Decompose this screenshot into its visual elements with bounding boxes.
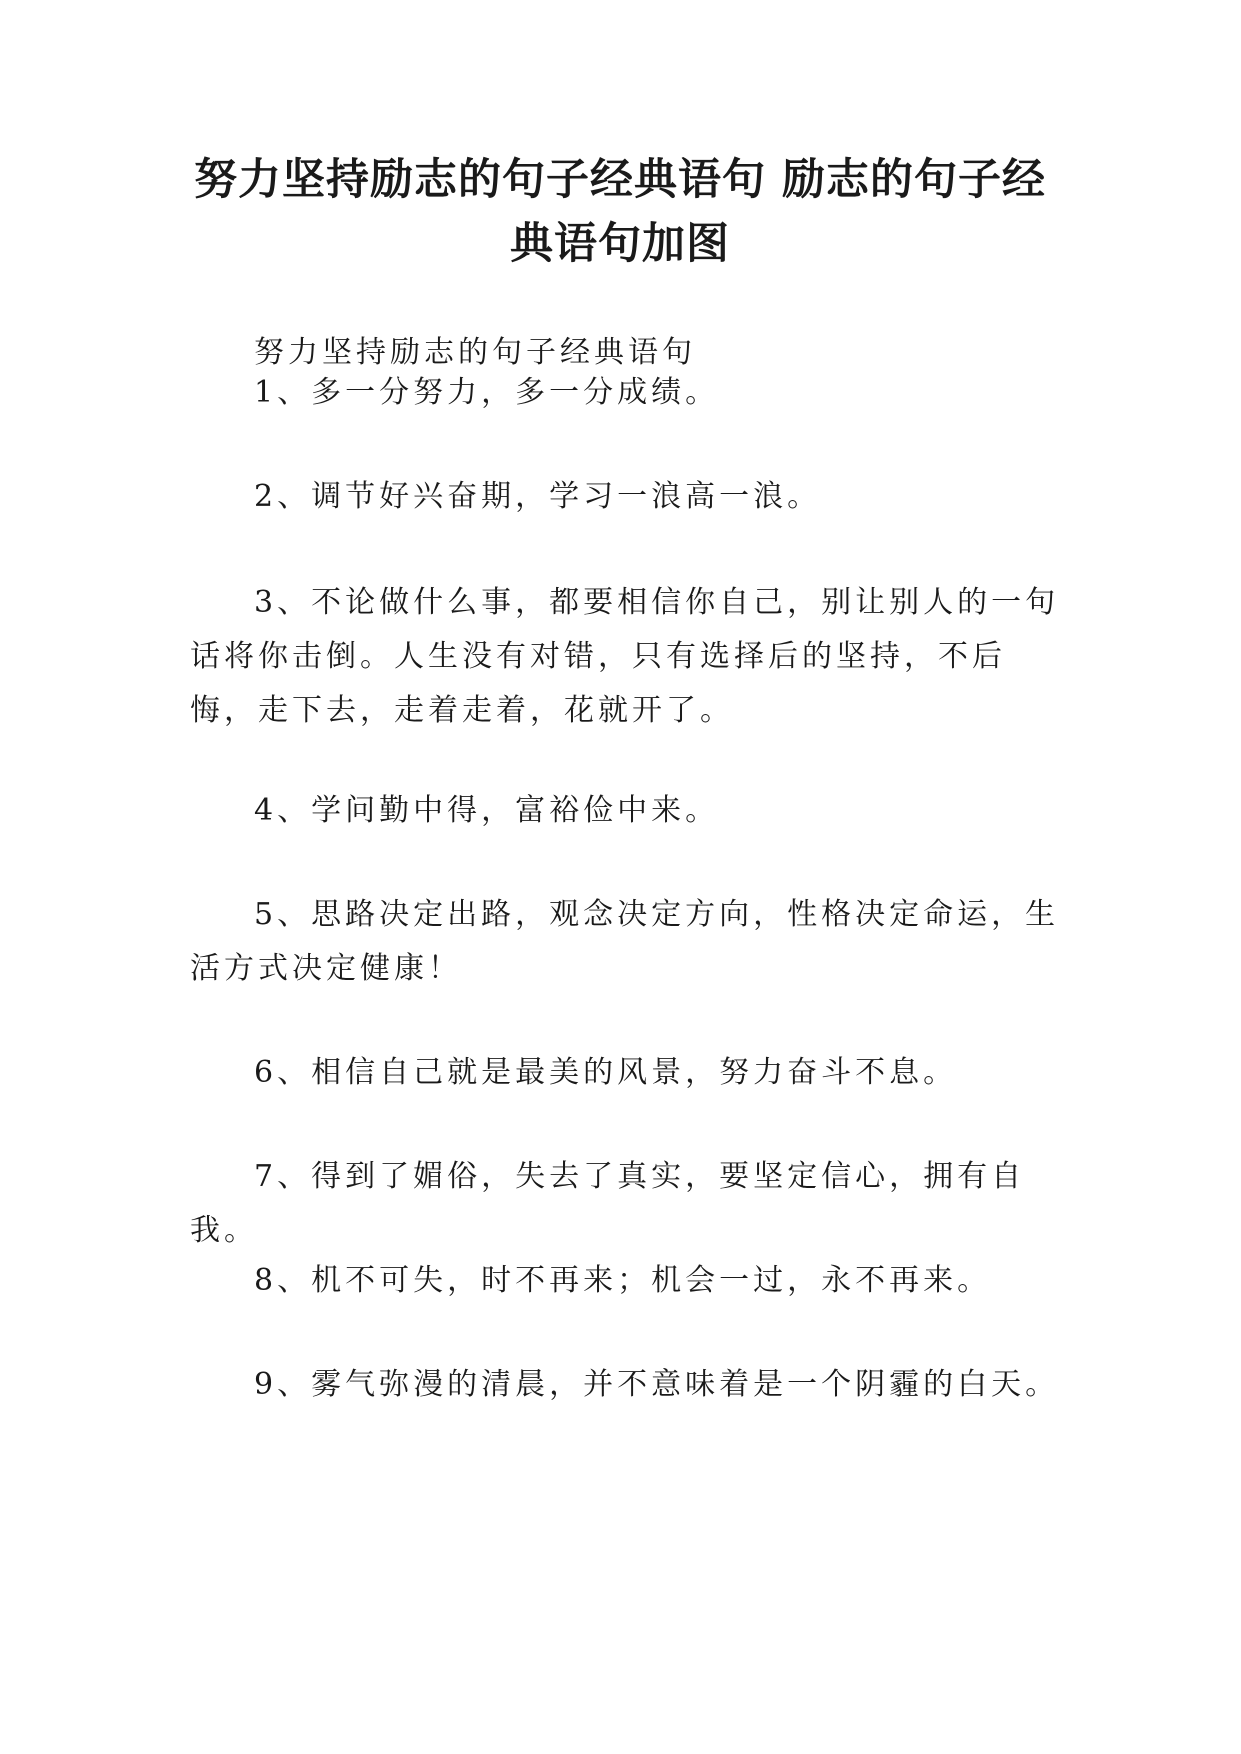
list-item: 6、相信自己就是最美的风景，努力奋斗不息。 [254,1055,958,1090]
list-item: 1、多一分努力，多一分成绩。 [254,375,720,410]
section-heading: 努力坚持励志的句子经典语句 [254,335,696,370]
document-title: 努力坚持励志的句子经典语句 励志的句子经典语句加图 [194,155,1046,269]
list-item: 3、不论做什么事，都要相信你自己，别让别人的一句话将你击倒。人生没有对错，只有选择后的坚持，不后悔，走下去，走着走着，花就开了。 [190,585,1060,728]
list-item: 7、得到了媚俗，失去了真实，要坚定信心，拥有自我。 [190,1159,1026,1248]
list-item: 5、思路决定出路，观念决定方向，性格决定命运，生活方式决定健康！ [190,897,1060,986]
list-item: 9、雾气弥漫的清晨，并不意味着是一个阴霾的白天。 [254,1367,1060,1402]
list-item: 2、调节好兴奋期，学习一浪高一浪。 [254,479,822,514]
list-item: 4、学问勤中得，富裕俭中来。 [254,793,720,828]
list-item: 8、机不可失，时不再来；机会一过，永不再来。 [254,1263,992,1298]
